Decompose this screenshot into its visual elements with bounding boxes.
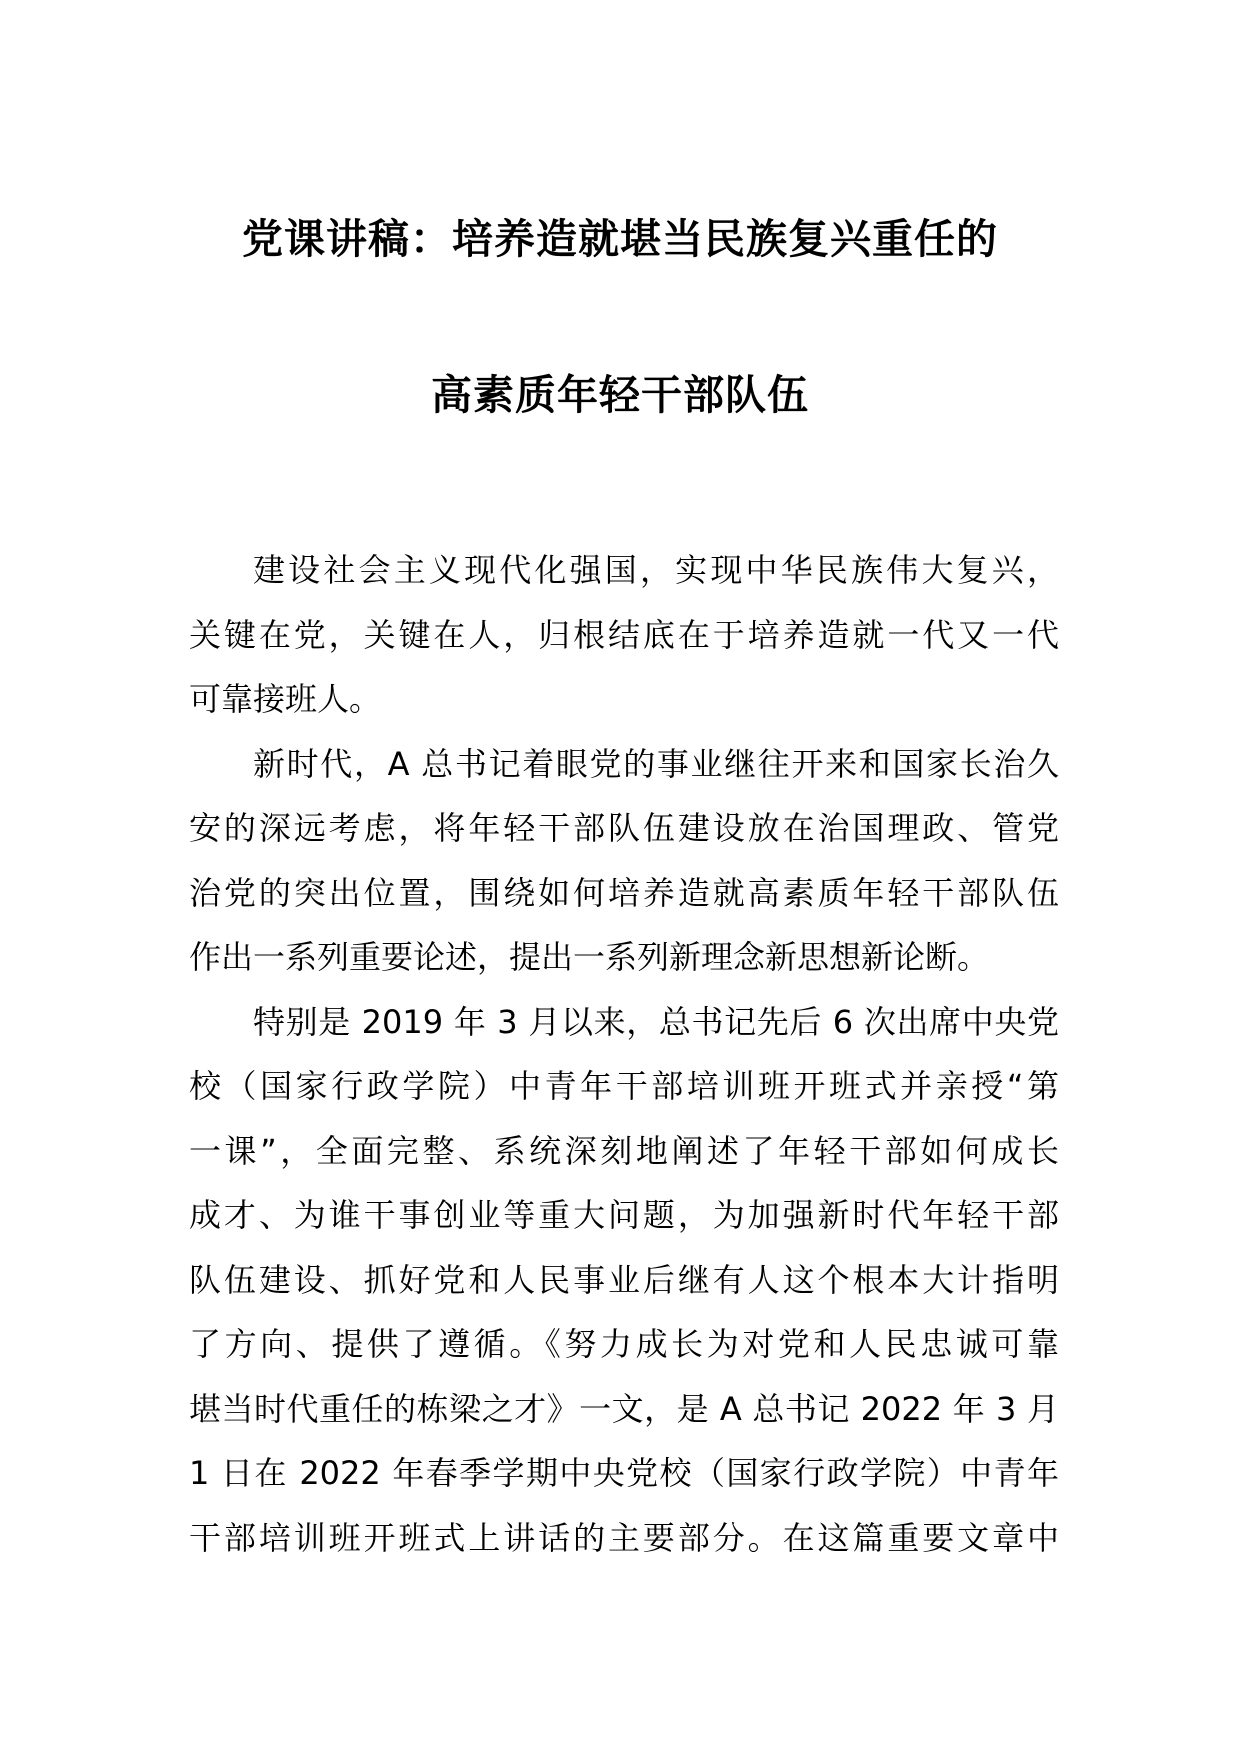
- paragraph-3-line-7: 堪当时代重任的栋梁之才》一文，是 A 总书记 2022 年 3 月: [189, 1389, 1059, 1428]
- paragraph-3-line-3: 一课”，全面完整、系统深刻地阐述了年轻干部如何成长: [189, 1131, 1059, 1170]
- paragraph-3-line-8: 1 日在 2022 年春季学期中央党校（国家行政学院）中青年: [189, 1454, 1059, 1492]
- paragraph-3-line-6: 了方向、提供了遵循。《努力成长为对党和人民忠诚可靠: [189, 1325, 1059, 1363]
- paragraph-2-line-2: 安的深远考虑，将年轻干部队伍建设放在治国理政、管党: [189, 809, 1059, 847]
- paragraph-3-line-9: 干部培训班开班式上讲话的主要部分。在这篇重要文章中: [189, 1518, 1059, 1557]
- paragraph-3-line-1: 特别是 2019 年 3 月以来，总书记先后 6 次出席中央党: [253, 1002, 1059, 1041]
- paragraph-2-line-3: 治党的突出位置，围绕如何培养造就高素质年轻干部队伍: [189, 873, 1059, 912]
- document-title-line-2: 高素质年轻干部队伍: [431, 371, 809, 419]
- document-title-line-1: 党课讲稿：培养造就堪当民族复兴重任的: [242, 215, 998, 263]
- paragraph-3-line-5: 队伍建设、抓好党和人民事业后继有人这个根本大计指明: [189, 1260, 1059, 1299]
- paragraph-3-line-4: 成才、为谁干事创业等重大问题，为加强新时代年轻干部: [189, 1196, 1059, 1234]
- paragraph-1-line-2: 关键在党，关键在人，归根结底在于培养造就一代又一代: [189, 615, 1059, 654]
- paragraph-3-line-2: 校（国家行政学院）中青年干部培训班开班式并亲授“第: [189, 1067, 1059, 1105]
- document-body: [189, 538, 1059, 1570]
- paragraph-1-line-3: 可靠接班人。: [189, 680, 382, 718]
- paragraph-2-line-1: 新时代，A 总书记着眼党的事业继往开来和国家长治久: [253, 744, 1059, 783]
- paragraph-2-line-4: 作出一系列重要论述，提出一系列新理念新思想新论断。: [189, 938, 990, 976]
- paragraph-1-line-1: 建设社会主义现代化强国，实现中华民族伟大复兴，: [253, 551, 1059, 589]
